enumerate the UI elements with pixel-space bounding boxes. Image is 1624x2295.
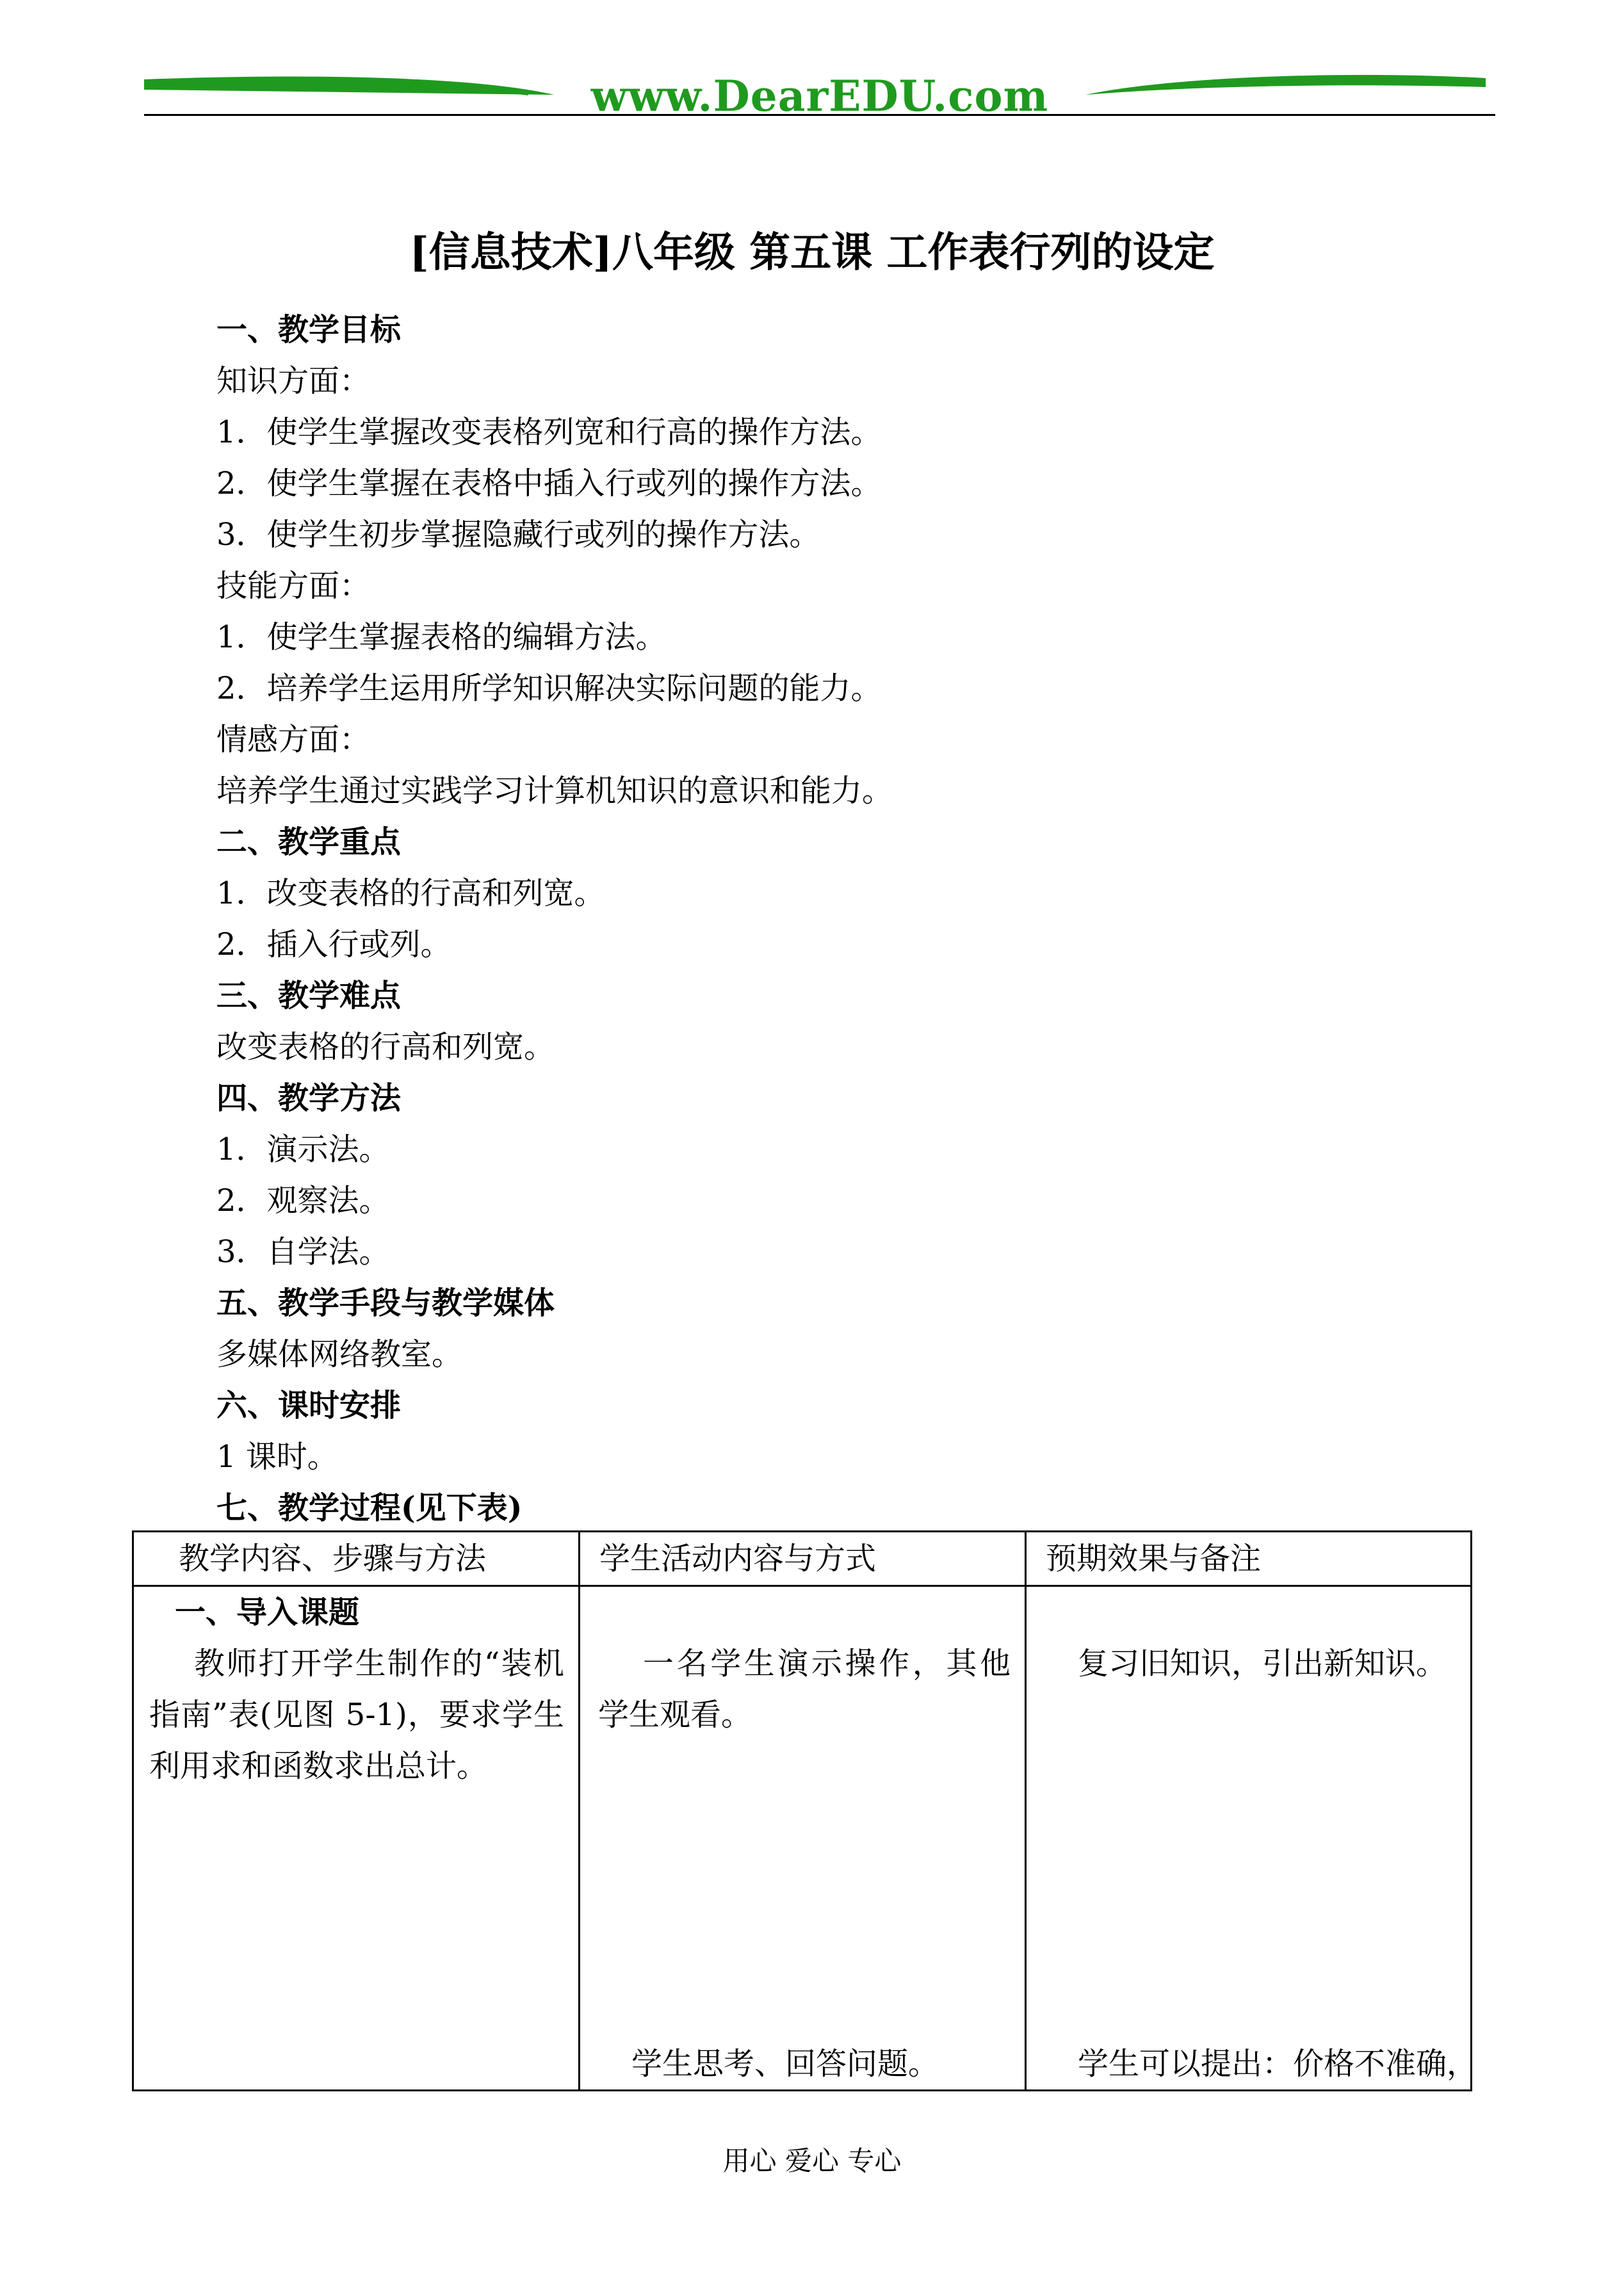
- table-cell-expected-effect: [1026, 1586, 1478, 2091]
- text-line: 培养学生通过实践学习计算机知识的意识和能力。: [216, 773, 893, 809]
- section-heading: 二、教学重点: [216, 824, 402, 860]
- text-line: 1．使学生掌握改变表格列宽和行高的操作方法。: [216, 414, 882, 450]
- table-header-row: [133, 1532, 1472, 1586]
- section-heading: 一、教学目标: [216, 312, 402, 348]
- text-line: 技能方面：: [216, 568, 371, 604]
- text-line: 1．改变表格的行高和列宽。: [216, 875, 605, 911]
- table-header-content-steps: 教学内容、步骤与方法: [133, 1532, 580, 1586]
- text-line: 改变表格的行高和列宽。: [216, 1029, 555, 1065]
- table-cell-student-activity: [580, 1586, 1026, 2091]
- text-line: 1．演示法。: [216, 1131, 390, 1167]
- text-line: 2．培养学生运用所学知识解决实际问题的能力。: [216, 670, 882, 706]
- page-footer: 用心 爱心 专心: [722, 2145, 902, 2177]
- page-title: [信息技术]八年级 第五课 工作表行列的设定: [409, 229, 1215, 277]
- text-line: 多媒体网络教室。: [216, 1336, 463, 1372]
- text-line: 知识方面：: [216, 363, 371, 399]
- table-header-expected-effect: 预期效果与备注: [1026, 1532, 1472, 1586]
- text-line: 3．使学生初步掌握隐藏行或列的操作方法。: [216, 517, 820, 553]
- text-line: 2．插入行或列。: [216, 927, 451, 962]
- cell-paragraph: 复习旧知识，引出新知识。: [1078, 1646, 1447, 1682]
- text-line: 情感方面：: [216, 722, 371, 758]
- cell-paragraph: 一名学生演示操作，其他学生观看。: [598, 1646, 1011, 1733]
- lesson-body: [216, 304, 1497, 1534]
- table-cell-teaching-content: [133, 1586, 580, 2091]
- section-heading: 三、教学难点: [216, 978, 402, 1014]
- text-line: 1．使学生掌握表格的编辑方法。: [216, 619, 667, 655]
- site-url-logo: www.DearEDU.com: [590, 71, 1049, 121]
- section-heading: 四、教学方法: [216, 1080, 402, 1116]
- teaching-process-table: [132, 1530, 1478, 2091]
- cell-bottom-text: 学生可以提出：价格不准确，: [1078, 2046, 1478, 2082]
- cell-paragraph: 教师打开学生制作的“装机指南”表(见图 5-1)，要求学生利用求和函数求出总计。: [149, 1646, 564, 1784]
- section-heading: 五、教学手段与教学媒体: [216, 1285, 555, 1321]
- cell-bottom-text: 学生思考、回答问题。: [631, 2046, 939, 2082]
- table-row: [133, 1586, 1472, 2091]
- table-header-student-activity: 学生活动内容与方式: [580, 1532, 1026, 1586]
- text-line: 2．使学生掌握在表格中插入行或列的操作方法。: [216, 466, 882, 501]
- text-line: 2．观察法。: [216, 1183, 390, 1219]
- section-heading: 七、教学过程(见下表): [216, 1490, 523, 1526]
- text-line: 1 课时。: [216, 1439, 338, 1475]
- cell-section-title: 一、导入课题: [175, 1594, 360, 1630]
- section-heading: 六、课时安排: [216, 1388, 402, 1423]
- text-line: 3．自学法。: [216, 1234, 390, 1270]
- site-header-banner: [144, 64, 1495, 128]
